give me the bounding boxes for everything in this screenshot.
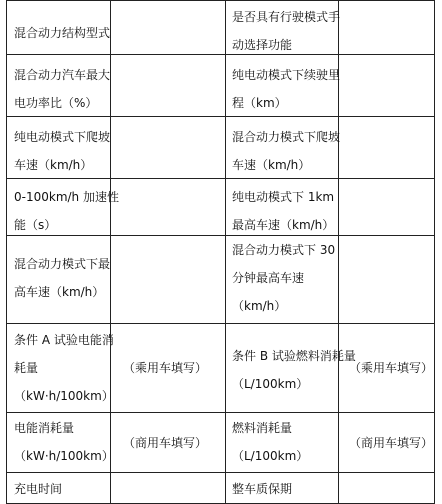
cell-text-line: （乘用车填写）: [349, 361, 434, 375]
cell-text-line: 电能消耗量: [14, 421, 75, 435]
cell-text-line: 耗量: [14, 361, 39, 375]
cell-text-line: 动选择功能: [232, 38, 293, 52]
table-cell-label: [7, 117, 110, 178]
table-cell-value[interactable]: [339, 236, 434, 323]
table-cell-label: [7, 179, 119, 235]
cell-text-line: 燃料消耗量: [232, 421, 293, 435]
cell-text-line: 条件 B 试验燃料消耗量: [232, 349, 356, 363]
cell-text-line: 条件 A 试验电能消: [14, 333, 114, 347]
table-cell-label: [226, 55, 341, 116]
table-cell-value[interactable]: [339, 179, 434, 235]
cell-text-line: （商用车填写）: [349, 436, 434, 450]
cell-text-line: 混合动力结构型式: [14, 26, 111, 40]
table-cell-label: [226, 473, 338, 503]
table-cell-value[interactable]: [111, 1, 225, 54]
cell-text-line: 分钟最高车速: [232, 271, 305, 285]
table-cell-value[interactable]: [339, 473, 434, 503]
table-cell-label: [7, 324, 114, 412]
table-cell-value[interactable]: [111, 179, 225, 235]
cell-text-line: 能（s）: [14, 218, 57, 232]
cell-text-line: 0-100km/h 加速性: [14, 190, 119, 204]
table-cell-label: [226, 324, 356, 412]
cell-text-line: 车速（km/h）: [232, 158, 311, 172]
table-cell-label: [7, 236, 110, 323]
table-cell-label: [226, 413, 338, 472]
table-cell-value[interactable]: [339, 55, 434, 116]
cell-text-line: 混合动力模式下 30: [232, 243, 336, 257]
table-cell-value[interactable]: [111, 55, 225, 116]
cell-text-line: 高车速（km/h）: [14, 285, 105, 299]
cell-text-line: 充电时间: [14, 482, 63, 496]
table-cell-value[interactable]: [111, 413, 225, 472]
table-cell-value[interactable]: [339, 413, 434, 472]
table-cell-value[interactable]: [111, 473, 225, 503]
cell-text-line: （L/100km）: [232, 377, 309, 391]
table-cell-label: [7, 1, 110, 54]
cell-text-line: （L/100km）: [232, 449, 309, 463]
table-cell-value[interactable]: [339, 117, 434, 178]
cell-text-line: 整车质保期: [232, 482, 293, 496]
table-cell-value[interactable]: [111, 324, 225, 412]
table-cell-label: [226, 179, 338, 235]
table-cell-value[interactable]: [111, 117, 225, 178]
cell-text-line: （商用车填写）: [123, 436, 208, 450]
table-cell-label: [226, 117, 341, 178]
cell-text-line: 纯电动模式下续驶里: [232, 68, 341, 82]
cell-text-line: 车速（km/h）: [14, 158, 93, 172]
cell-text-line: 纯电动模式下 1km: [232, 190, 335, 204]
cell-text-line: 电功率比（%）: [14, 96, 98, 110]
cell-text-line: 纯电动模式下爬坡: [14, 130, 111, 144]
cell-text-line: 混合动力模式下最: [14, 257, 111, 271]
cell-text-line: （kW·h/100km）: [14, 449, 114, 463]
cell-text-line: 混合动力模式下爬坡: [232, 130, 341, 144]
table-cell-label: [7, 413, 114, 472]
column-divider: [434, 0, 435, 504]
table-cell-value[interactable]: [339, 324, 434, 412]
table-cell-value[interactable]: [339, 1, 434, 54]
table-cell-label: [226, 236, 338, 323]
cell-text-line: 是否具有行驶模式手: [232, 10, 341, 24]
table-cell-label: [7, 473, 110, 503]
cell-text-line: （kW·h/100km）: [14, 389, 114, 403]
cell-text-line: （km/h）: [232, 299, 287, 313]
cell-text-line: 最高车速（km/h）: [232, 218, 335, 232]
cell-text-line: 混合动力汽车最大: [14, 68, 111, 82]
table-cell-label: [226, 1, 341, 54]
cell-text-line: 程（km）: [232, 96, 287, 110]
table-cell-label: [7, 55, 110, 116]
table-cell-value[interactable]: [111, 236, 225, 323]
cell-text-line: （乘用车填写）: [123, 361, 208, 375]
